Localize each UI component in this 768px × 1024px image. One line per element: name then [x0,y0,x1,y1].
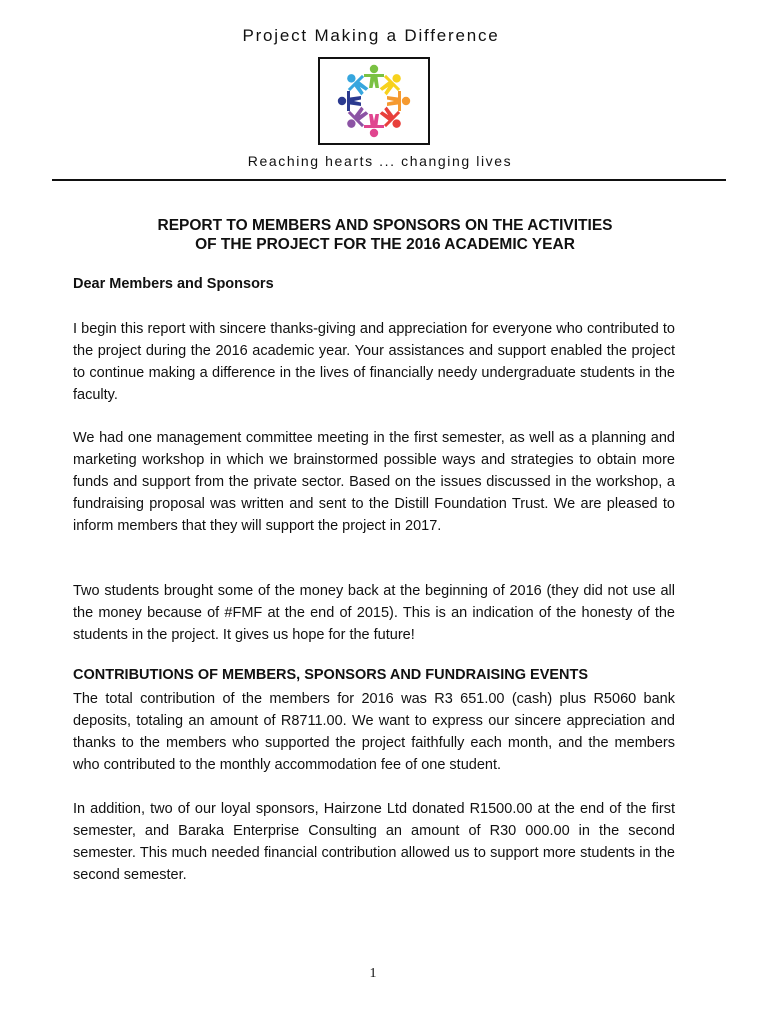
logo-person-figure [376,68,407,99]
header-divider [52,179,726,181]
project-logo [318,57,430,145]
page-number: 1 [369,966,377,981]
logo-person-figure [376,103,407,134]
logo-person-figure [387,91,410,111]
paragraph-sponsor-contributions: In addition, two of our loyal sponsors, Hairzone Ltd donated R1500.00 at the end of the first semester, and Baraka Enterprise Consulting an amount of R30 000.00 in the second semester. This much needed financial contribution allowed us to support more students in the second semester. [73,801,675,883]
organization-name: Project Making a Difference [242,26,500,45]
report-title-line-2: OF THE PROJECT FOR THE 2016 ACADEMIC YEAR [195,236,575,253]
logo-person-figure [341,103,372,134]
paragraph-students-honesty: Two students brought some of the money back at the beginning of 2016 (they did not use all the money because of #FMF at the end of 2015). This is an indication of the honesty of the students in the project. It gives us hope for the future! [73,583,675,643]
salutation: Dear Members and Sponsors [73,276,274,292]
logo-person-figure [364,114,384,137]
report-title [0,216,768,254]
logo-person-figure [364,65,384,88]
tagline: Reaching hearts ... changing lives [247,153,513,169]
report-title-line-1: REPORT TO MEMBERS AND SPONSORS ON THE ACTIVITIES [157,217,613,234]
logo-person-figure [338,91,361,111]
paragraph-thanks: I begin this report with sincere thanks-giving and appreciation for everyone who contributed to the project during the 2016 academic year. Your assistances and support enabled the project to continue making a difference in the lives of financially needy undergraduate students in the faculty. [73,321,675,403]
paragraph-meetings: We had one management committee meeting in the first semester, as well as a planning and marketing workshop in which we brainstormed possible ways and strategies to obtain more funds and support from the private sector. Based on the issues discussed in the workshop, a fundraising proposal was written and sent to the Distill Foundation Trust. We are pleased to inform members that they will support the project in 2017. [73,430,675,534]
section-heading-contributions: CONTRIBUTIONS OF MEMBERS, SPONSORS AND FUNDRAISING EVENTS [73,667,589,683]
logo-person-figure [341,68,372,99]
paragraph-member-contributions: The total contribution of the members for 2016 was R3 651.00 (cash) plus R5060 bank deposits, totaling an amount of R8711.00. We want to express our sincere appreciation and thanks to the members who supported the project faithfully each month, and the members who contributed to the monthly accommodation fee of one student. [73,691,675,773]
people-circle-logo-icon [320,59,428,143]
